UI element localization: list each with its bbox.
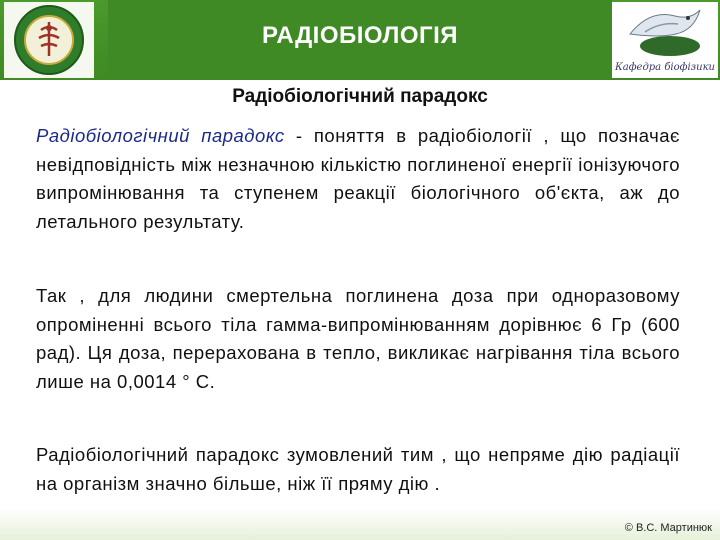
- left-logo: [4, 2, 94, 78]
- slide-subtitle: Радіобіологічний парадокс: [232, 86, 488, 107]
- paragraph-explanation: Радіобіологічний парадокс зумовлений тим , що непряме дію радіації на організм значно більше, ніж її пряму дію .: [36, 444, 680, 494]
- right-logo: [612, 2, 718, 78]
- paragraph-example: Так , для людини смертельна поглинена доза при одноразовому опроміненні всього тіла гамма-випромінюванням дорівнює 6 Гр (600 рад). Ця доза, перерахована в тепло, викликає нагрівання тіла всього лише на 0,0014 ° С.: [36, 285, 680, 392]
- paragraph-definition-text: - поняття в радіобіології , що позначає невідповідність між незначною кількістю поглиненої енергії іонізуючого випромінювання та ступенем реакції біологічного об'єкта, аж до летального результату.: [36, 125, 680, 232]
- university-seal-icon: [11, 4, 87, 76]
- page-title: РАДІОБІОЛОГІЯ: [261, 22, 459, 49]
- right-logo-caption: Кафедра біофізики: [615, 62, 715, 73]
- footer-band: [0, 508, 720, 540]
- copyright-text: © В.С. Мартинюк: [624, 522, 712, 534]
- dove-emblem-icon: [620, 4, 710, 62]
- paragraph-definition: [36, 122, 680, 236]
- paragraph-term: Радіобіологічний парадокс: [36, 125, 285, 146]
